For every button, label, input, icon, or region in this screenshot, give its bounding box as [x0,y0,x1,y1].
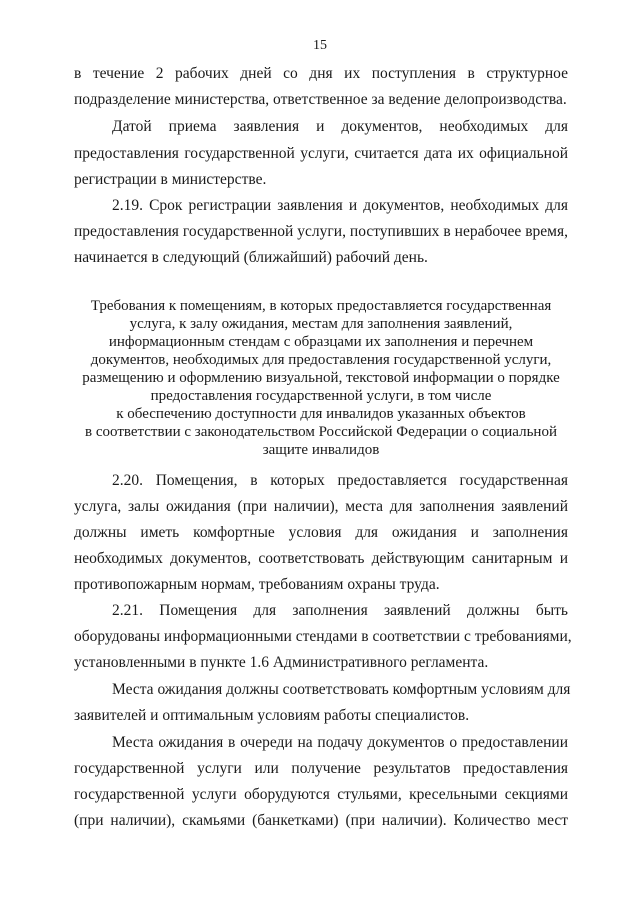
paragraph-3-line-3: начинается в следующий (ближайший) рабочий день. [74,249,428,266]
paragraph-6-line-2: заявителей и оптимальным условиям работы специалистов. [74,707,470,724]
section-heading-line-2: услуга, к залу ожидания, местам для заполнения заявлений, [129,316,513,332]
paragraph-5-line-2: оборудованы информационными стендами в соответствии с требованиями, [74,628,572,645]
paragraph-3-line-2: предоставления государственной услуги, поступивших в нерабочее время, [74,223,568,240]
section-heading-line-9: защите инвалидов [262,442,380,458]
paragraph-4-line-4: необходимых документов, соответствовать действующим санитарным и [74,550,568,567]
section-heading-line-5: размещению и оформлению визуальной, текстовой информации о порядке [82,370,560,386]
paragraph-4-line-1: 2.20. Помещения, в которых предоставляется государственная [112,472,568,489]
section-heading-line-3: информационным стендам с образцами их заполнения и перечнем [108,334,534,350]
section-heading-line-1: Требования к помещениям, в которых предоставляется государственная [90,298,552,314]
section-heading-line-4: документов, необходимых для предоставления государственной услуги, [90,352,552,368]
section-heading-line-8: в соответствии с законодательством Российской Федерации о социальной [85,424,557,440]
paragraph-4-line-3: должны иметь комфортные условия для ожидания и заполнения [74,524,568,541]
paragraph-3-line-1: 2.19. Срок регистрации заявления и документов, необходимых для [112,197,568,214]
paragraph-7-line-4: (при наличии), скамьями (банкетками) (при наличии). Количество мест [74,812,568,829]
page-number: 15 [313,38,327,53]
paragraph-4-line-5: противопожарным нормам, требованиям охраны труда. [74,576,440,593]
paragraph-6-line-1: Места ожидания должны соответствовать комфортным условиям для [112,681,571,698]
paragraph-7-line-2: государственной услуги или получение результатов предоставления [74,760,568,777]
paragraph-7-line-1: Места ожидания в очереди на подачу документов о предоставлении [112,734,568,751]
section-heading-line-7: к обеспечению доступности для инвалидов указанных объектов [116,406,526,422]
paragraph-1-line-2: подразделение министерства, ответственное за ведение делопроизводства. [74,91,567,108]
paragraph-2-line-3: регистрации в министерстве. [74,171,267,188]
paragraph-4-line-2: услуга, залы ожидания (при наличии), места для заполнения заявлений [74,498,568,515]
paragraph-5-line-3: установленными в пункте 1.6 Административного регламента. [74,654,489,671]
paragraph-2-line-2: предоставления государственной услуги, считается дата их официальной [74,145,568,162]
paragraph-7-line-3: государственной услуги оборудуются стульями, кресельными секциями [74,786,568,803]
section-heading-line-6: предоставления государственной услуги, в том числе [150,388,492,404]
paragraph-5-line-1: 2.21. Помещения для заполнения заявлений должны быть [112,602,568,619]
paragraph-2-line-1: Датой приема заявления и документов, необходимых для [112,118,568,135]
paragraph-1-line-1: в течение 2 рабочих дней со дня их поступления в структурное [74,65,568,82]
